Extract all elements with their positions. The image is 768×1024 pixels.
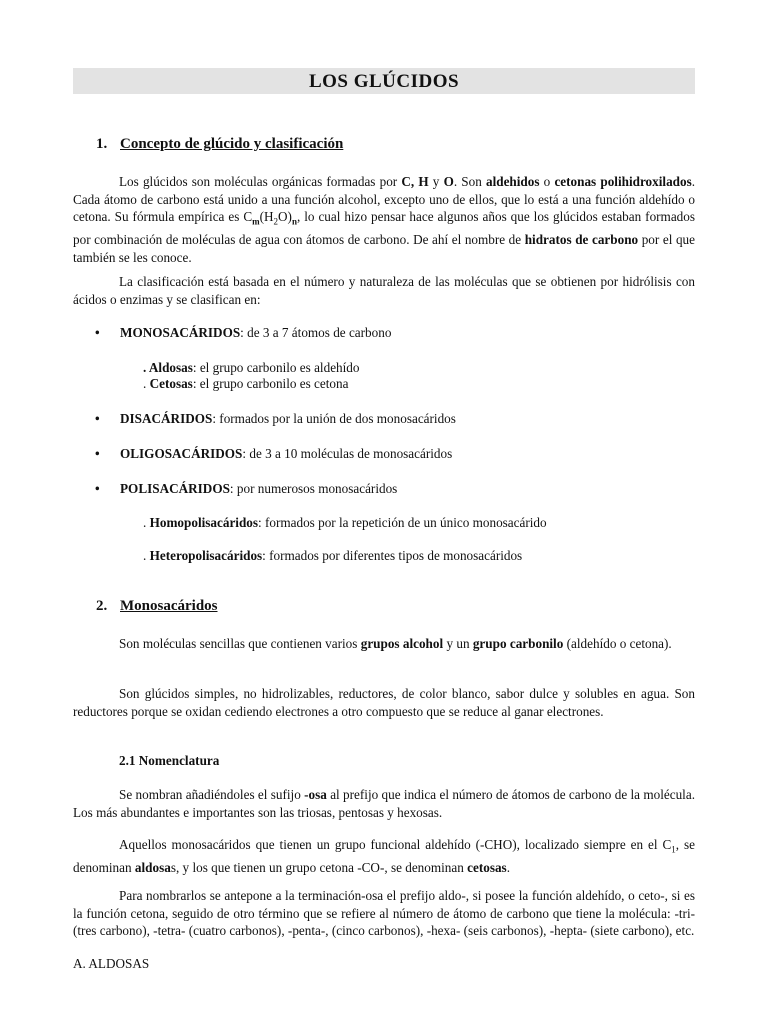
section-2-paragraph-5: Para nombrarlos se antepone a la terminación-osa el prefijo aldo-, si posee la función aldehído, o ceto-, si es la función cetona, seguido de otro término que se refiere al número de átomo de carbono que tiene la molécula: -tri- (tres carbono), -tetra- (cuatro carbonos), -penta-, (cinco carbonos), -hexa- (seis carbonos), -hepta- (siete carbono), etc. <box>73 888 695 938</box>
subsection-nomenclatura-title: 2.1 Nomenclatura <box>119 753 220 768</box>
bullet-polisacaridos: • POLISACÁRIDOS: por numerosos monosacáridos <box>95 481 398 496</box>
section-2-paragraph-2: Son glúcidos simples, no hidrolizables, reductores, de color blanco, sabor dulce y solubles en agua. Son reductores porque se oxidan cediendo electrones a otro compuesto que se reduce al ganar electrones. <box>73 686 695 719</box>
section-2-paragraph-1: Son moléculas sencillas que contienen varios grupos alcohol y un grupo carbonilo (aldehído o cetona). <box>119 636 672 651</box>
bullet-disacaridos: • DISACÁRIDOS: formados por la unión de dos monosacáridos <box>95 411 456 426</box>
bullet-monosacaridos: • MONOSACÁRIDOS: de 3 a 7 átomos de carbono <box>95 325 392 340</box>
bullet-oligosacaridos: • OLIGOSACÁRIDOS: de 3 a 10 moléculas de monosacáridos <box>95 446 453 461</box>
section-1-heading <box>96 136 343 153</box>
sub-item-aldosas: . Aldosas: el grupo carbonilo es aldehído <box>143 360 360 375</box>
section-1-number: 1. <box>96 136 108 152</box>
sub-item-homopolisacaridos: . Homopolisacáridos: formados por la repetición de un único monosacárido <box>143 515 547 530</box>
sub-item-heteropolisacaridos: . Heteropolisacáridos: formados por diferentes tipos de monosacáridos <box>143 548 523 563</box>
section-1-paragraph-1: Los glúcidos son moléculas orgánicas formadas por C, H y O. Son aldehidos o cetonas polihidroxilados. Cada átomo de carbono está unido a una función alcohol, excepto uno de ellos, que lo está a una función aldehído o cetona. Su fórmula empírica es $C_m(H_2O)_n$, lo cual hizo pensar hace algunos años que los glúcidos estaban formados por combinación de moléculas de agua con átomos de carbono. De ahí el nombre de hidratos de carbono por el que también se les conoce. <box>73 174 696 265</box>
section-2-paragraph-3: Se nombran añadiéndoles el sufijo -osa al prefijo que indica el número de átomos de carbono de la molécula. Los más abundantes e importantes son las triosas, pentosas y hexosas. <box>73 787 695 820</box>
section-1-paragraph-2: La clasificación está basada en el número y naturaleza de las moléculas que se obtienen por hidrólisis con ácidos o enzimas y se clasifican en: <box>73 274 695 307</box>
aldosas-heading: A. ALDOSAS <box>73 956 150 971</box>
section-2-number: 2. <box>96 598 108 614</box>
section-2-heading <box>96 598 218 615</box>
title-bar <box>73 68 695 94</box>
section-1-title: Concepto de glúcido y clasificación <box>120 136 344 152</box>
section-2-title: Monosacáridos <box>120 598 218 614</box>
sub-item-cetosas: . Cetosas: el grupo carbonilo es cetona <box>143 376 349 391</box>
page-title: LOS GLÚCIDOS <box>308 71 460 92</box>
section-2-paragraph-4: Aquellos monosacáridos que tienen un grupo funcional aldehído (-CHO), localizado siempre en el $C_1$, se denominan aldosas, y los que tienen un grupo cetona -CO-, se denominan cetosas. <box>73 837 695 876</box>
